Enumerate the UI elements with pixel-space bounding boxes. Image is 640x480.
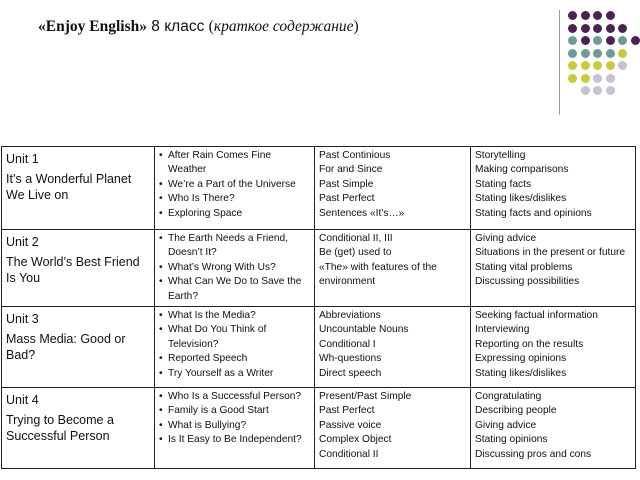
decor-dot — [568, 49, 577, 58]
function-item: Storytelling — [475, 150, 526, 161]
grammar-cell — [315, 147, 471, 230]
decor-dot — [606, 11, 615, 20]
texts-cell — [155, 147, 315, 230]
grammar-cell — [315, 307, 471, 388]
functions-cell — [471, 230, 636, 307]
functions-cell — [471, 147, 636, 230]
function-item: Situations in the present or future — [475, 247, 626, 259]
unit-cell — [2, 230, 155, 307]
grammar-item: Conditional II — [319, 448, 379, 460]
text-item: • What Can We Do to Save the Earth? — [159, 275, 310, 304]
texts-cell — [155, 307, 315, 388]
decor-dot — [568, 24, 577, 33]
decor-dot — [593, 36, 602, 45]
functions-cell — [471, 307, 636, 388]
text-item: • After Rain Comes Fine Weather — [159, 149, 310, 178]
grammar-item: Past Continious — [319, 150, 391, 161]
decor-divider — [559, 10, 560, 115]
grammar-item: Abbreviations — [319, 310, 381, 322]
grammar-cell — [315, 388, 471, 469]
decor-dot — [593, 49, 602, 58]
decor-dot — [593, 74, 602, 83]
decor-dot — [618, 61, 627, 70]
function-item: Stating likes/dislikes — [475, 367, 567, 379]
unit-row-1 — [2, 147, 636, 230]
function-item: Congratulating — [475, 391, 542, 403]
function-item: Stating facts and opinions — [475, 207, 592, 219]
decor-dot — [606, 74, 615, 83]
unit-number: Unit 1 — [6, 152, 39, 166]
grammar-item: «The» with features of the environment — [319, 261, 437, 288]
grammar-item: Be (get) used to — [319, 247, 392, 259]
unit-cell — [2, 388, 155, 469]
grammar-item: Past Simple — [319, 178, 374, 190]
decor-dot — [568, 36, 577, 45]
grammar-item: Conditional II, III — [319, 233, 393, 244]
decor-dot — [581, 74, 590, 83]
unit-title: It’s a Wonderful Planet We Live on — [6, 172, 132, 202]
grammar-item: Present/Past Simple — [319, 391, 412, 403]
function-item: Discussing possibilities — [475, 276, 580, 288]
text-item: • What Do You Think of Television? — [159, 323, 310, 352]
unit-cell — [2, 147, 155, 230]
decor-dot — [593, 61, 602, 70]
function-item: Stating opinions — [475, 434, 548, 446]
grammar-item: Complex Object — [319, 434, 392, 446]
grammar-item: For and Since — [319, 164, 383, 176]
unit-title: Trying to Become a Successful Person — [6, 413, 114, 444]
grammar-item: Passive voice — [319, 419, 382, 431]
text-item: • Who Is There? — [159, 192, 310, 206]
grammar-item: Conditional I — [319, 338, 376, 350]
grammar-item: Past Perfect — [319, 193, 375, 205]
functions-cell — [471, 388, 636, 469]
function-item: Seeking factual information — [475, 310, 598, 322]
decor-dot — [593, 86, 602, 95]
text-item: • Family is a Good Start — [159, 404, 310, 418]
function-item: Discussing pros and cons — [475, 448, 592, 460]
function-item: Describing people — [475, 405, 557, 417]
grade-label: 8 класс — [146, 18, 209, 35]
decor-dot — [581, 36, 590, 45]
text-item: • Exploring Space — [159, 207, 310, 221]
texts-cell — [155, 230, 315, 307]
decor-dot — [581, 49, 590, 58]
function-item: Interviewing — [475, 324, 530, 336]
course-name: «Enjoy English» — [38, 18, 147, 35]
text-item: • The Earth Needs a Friend, Doesn’t It? — [159, 232, 310, 261]
decor-dot — [581, 61, 590, 70]
decor-dot — [593, 11, 602, 20]
text-item: • Is It Easy to Be Independent? — [159, 433, 310, 447]
subtitle: краткое содержание — [213, 18, 354, 35]
decor-dot — [581, 11, 590, 20]
grammar-item: Past Perfect — [319, 405, 375, 417]
text-item: • Who Is a Successful Person? — [159, 390, 310, 404]
decor-dot — [618, 49, 627, 58]
units-table — [1, 146, 636, 469]
decor-dot — [581, 24, 590, 33]
texts-cell — [155, 388, 315, 469]
grammar-cell — [315, 230, 471, 307]
text-item: • What’s Wrong With Us? — [159, 261, 310, 275]
decor-dot — [631, 36, 640, 45]
decor-dot — [606, 49, 615, 58]
unit-number: Unit 2 — [6, 235, 39, 249]
text-item: • We’re a Part of the Universe — [159, 178, 310, 192]
grammar-item: Wh-questions — [319, 353, 382, 365]
text-item: • Reported Speech — [159, 352, 310, 366]
decor-dot — [606, 24, 615, 33]
decor-dot — [581, 86, 590, 95]
function-item: Stating facts — [475, 178, 532, 190]
grammar-item: Uncountable Nouns — [319, 324, 409, 336]
unit-row-4 — [2, 388, 636, 469]
unit-row-3 — [2, 307, 636, 388]
function-item: Giving advice — [475, 233, 537, 244]
text-item: • What is Bullying? — [159, 419, 310, 433]
text-item: • Try Yourself as a Writer — [159, 367, 310, 381]
unit-title: The World’s Best Friend Is You — [6, 255, 140, 285]
unit-number: Unit 4 — [6, 393, 39, 408]
decor-dot — [593, 24, 602, 33]
decor-dot — [606, 61, 615, 70]
unit-title: Mass Media: Good or Bad? — [6, 332, 126, 363]
function-item: Giving advice — [475, 419, 537, 431]
text-item: • What Is the Media? — [159, 309, 310, 323]
unit-number: Unit 3 — [6, 312, 39, 327]
function-item: Stating likes/dislikes — [475, 193, 567, 205]
unit-cell — [2, 307, 155, 388]
unit-row-2 — [2, 230, 636, 307]
function-item: Expressing opinions — [475, 353, 567, 365]
function-item: Stating vital problems — [475, 261, 573, 273]
paren-close: ) — [353, 18, 359, 35]
grammar-item: Sentences «It’s…» — [319, 207, 405, 219]
decor-dot — [568, 74, 577, 83]
decor-dot — [618, 36, 627, 45]
function-item: Reporting on the results — [475, 338, 584, 350]
grammar-item: Direct speech — [319, 367, 382, 379]
function-item: Making comparisons — [475, 164, 569, 176]
decor-dot — [606, 86, 615, 95]
decor-dot — [618, 24, 627, 33]
decor-dot — [568, 11, 577, 20]
page-title — [38, 18, 359, 36]
decor-dot — [568, 61, 577, 70]
decor-dot — [606, 36, 615, 45]
paren-open: ( — [208, 18, 214, 35]
